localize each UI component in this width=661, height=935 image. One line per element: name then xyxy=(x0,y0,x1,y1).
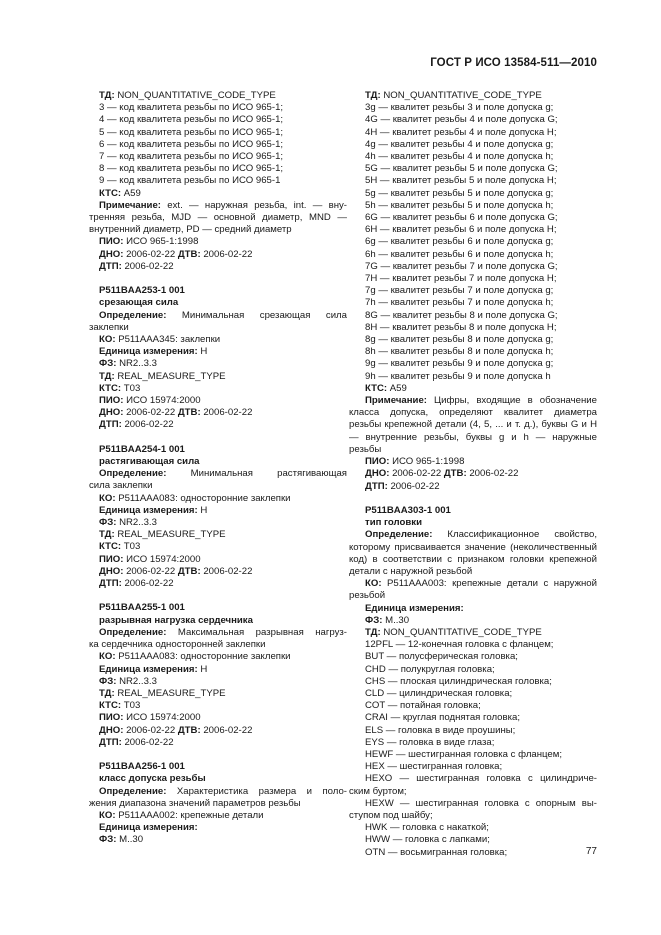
entry-name: разрывная нагрузка сердечника xyxy=(99,614,253,626)
unit-line: Единица измерения: H xyxy=(99,663,208,675)
code-line: CRAI — круглая поднятая головка; xyxy=(365,712,521,724)
dno-line: ДНО: 2006-02-22 ДТВ: 2006-02-22 xyxy=(99,407,253,419)
code-line: 7g — квалитет резьбы 7 и поле допуска g; xyxy=(365,285,554,297)
dtp-line: ДТП: 2006-02-22 xyxy=(99,260,174,272)
dtp-line: ДТП: 2006-02-22 xyxy=(99,578,174,590)
code-line: 8 — код квалитета резьбы по ИСО 965-1; xyxy=(99,163,284,175)
definition-line: Определение: Характеристика размера и поло- xyxy=(99,785,347,797)
note-text: класса допуска, определяют квалитет диаметра резьбы крепежной детали (4, 5, ... и т. д.), буквы G и H — внутренние резьбы, буквы g и h — наружные резьбы xyxy=(349,407,597,455)
code-line: 8H — квалитет резьбы 8 и поле допуска H; xyxy=(365,321,557,333)
code-line: HEX — шестигранная головка; xyxy=(365,761,503,773)
page-number: 77 xyxy=(585,846,597,857)
ko-line: КО: P511AAA003: крепежные детали с наружной xyxy=(365,578,597,590)
code-line: 9g — квалитет резьбы 9 и поле допуска g; xyxy=(365,358,554,370)
code-line: 5h — квалитет резьбы 5 и поле допуска h; xyxy=(365,199,554,211)
code-cont: ступом под шайбу; xyxy=(349,809,433,821)
code-line: 3 — код квалитета резьбы по ИСО 965-1; xyxy=(99,102,284,114)
definition-cont: заклепки xyxy=(89,321,129,333)
kts-line: КТС: T03 xyxy=(99,541,141,553)
code-line: HEWF — шестигранная головка с фланцем; xyxy=(365,748,563,760)
definition-line: Определение: Минимальная срезающая сила xyxy=(99,309,347,321)
dtp-line: ДТП: 2006-02-22 xyxy=(99,419,174,431)
right-column xyxy=(349,90,597,859)
entry-name: класс допуска резьбы xyxy=(99,773,206,785)
code-line: OTN — восьмигранная головка; xyxy=(365,846,508,858)
code-line: 4H — квалитет резьбы 4 и поле допуска H; xyxy=(365,126,557,138)
unit-line: Единица измерения: xyxy=(365,602,464,614)
code-line: 6h — квалитет резьбы 6 и поле допуска h; xyxy=(365,248,554,260)
code-line: 6g — квалитет резьбы 6 и поле допуска g; xyxy=(365,236,554,248)
code-line: COT — потайная головка; xyxy=(365,700,481,712)
code-line: HWK — головка с накаткой; xyxy=(365,822,489,834)
type-line: ТД: REAL_MEASURE_TYPE xyxy=(99,687,226,699)
code-line: 4g — квалитет резьбы 4 и поле допуска g; xyxy=(365,138,554,150)
type-line: ТД: NON_QUANTITATIVE_CODE_TYPE xyxy=(365,90,542,101)
left-column xyxy=(89,90,347,847)
code-line: 6 — код квалитета резьбы по ИСО 965-1; xyxy=(99,138,284,150)
code-line: CHS — плоская цилиндрическая головка; xyxy=(365,675,552,687)
code-line: 4h — квалитет резьбы 4 и поле допуска h; xyxy=(365,151,554,163)
code-line: 4 — код квалитета резьбы по ИСО 965-1; xyxy=(99,114,284,126)
entry-id: P511BAA255-1 001 xyxy=(99,602,185,614)
entry-name: тип головки xyxy=(365,517,422,529)
pio-line: ПИО: ИСО 965-1:1998 xyxy=(365,456,465,468)
code-line: 6H — квалитет резьбы 6 и поле допуска H; xyxy=(365,224,557,236)
code-line: ELS — головка в виде проушины; xyxy=(365,724,516,736)
code-line: 6G — квалитет резьбы 6 и поле допуска G; xyxy=(365,212,558,224)
code-line: 12PFL — 12-конечная головка с фланцем; xyxy=(365,639,554,651)
entry-name: срезающая сила xyxy=(99,297,179,309)
kts-line: КТС: A59 xyxy=(365,382,407,394)
code-line: 4G — квалитет резьбы 4 и поле допуска G; xyxy=(365,114,558,126)
note-line: Примечание: Цифры, входящие в обозначение xyxy=(365,395,597,407)
fz-line: ФЗ: M..30 xyxy=(365,614,410,626)
code-line: BUT — полусферическая головка; xyxy=(365,651,518,663)
dtp-line: ДТП: 2006-02-22 xyxy=(365,480,440,492)
ko-cont: резьбой xyxy=(349,590,386,602)
note-text: тренняя резьба, MJD — основной диаметр, MND — внутренний диаметр, PD — средний диаметр xyxy=(89,212,347,236)
code-line: 7h — квалитет резьбы 7 и поле допуска h; xyxy=(365,297,554,309)
entry-id: P511BAA303-1 001 xyxy=(365,504,451,516)
code-line: 7H — квалитет резьбы 7 и поле допуска H; xyxy=(365,273,557,285)
code-line: 8G — квалитет резьбы 8 и поле допуска G; xyxy=(365,309,558,321)
entry-name: растягивающая сила xyxy=(99,456,200,468)
fz-line: ФЗ: NR2..3.3 xyxy=(99,675,157,687)
code-line: HEXW — шестигранная головка с опорным вы- xyxy=(365,797,597,809)
code-cont: ским буртом; xyxy=(349,785,407,797)
code-line: 5g — квалитет резьбы 5 и поле допуска g; xyxy=(365,187,554,199)
definition-line: Определение: Классификационное свойство, xyxy=(365,529,597,541)
code-line: 8h — квалитет резьбы 8 и поле допуска h; xyxy=(365,346,554,358)
code-line: 3g — квалитет резьбы 3 и поле допуска g; xyxy=(365,102,554,114)
code-line: CHD — полукруглая головка; xyxy=(365,663,495,675)
ko-line: КО: P511AAA002: крепежные детали xyxy=(99,809,264,821)
type-line: ТД: REAL_MEASURE_TYPE xyxy=(99,370,226,382)
definition-cont: которому присваивается значение (неколичественный код) в соответствии с признаком головки крепежной детали с наружной резьбой xyxy=(349,541,597,577)
code-line: 7G — квалитет резьбы 7 и поле допуска G; xyxy=(365,260,558,272)
entry-id: P511BAA256-1 001 xyxy=(99,761,185,773)
pio-line: ПИО: ИСО 15974:2000 xyxy=(99,553,201,565)
definition-line: Определение: Максимальная разрывная нагруз- xyxy=(99,626,348,638)
fz-line: ФЗ: M..30 xyxy=(99,834,144,846)
unit-line: Единица измерения: H xyxy=(99,346,208,358)
kts-line: КТС: T03 xyxy=(99,700,141,712)
ko-line: КО: P511AAA345: заклепки xyxy=(99,334,221,346)
type-line: ТД: REAL_MEASURE_TYPE xyxy=(99,529,226,541)
dtp-line: ДТП: 2006-02-22 xyxy=(99,736,174,748)
unit-line: Единица измерения: H xyxy=(99,504,208,516)
code-line: 5H — квалитет резьбы 5 и поле допуска H; xyxy=(365,175,557,187)
definition-cont: ка сердечника односторонней заклепки xyxy=(89,639,266,651)
dno-line: ДНО: 2006-02-22 ДТВ: 2006-02-22 xyxy=(99,248,253,260)
dno-line: ДНО: 2006-02-22 ДТВ: 2006-02-22 xyxy=(365,468,519,480)
definition-cont: сила заклепки xyxy=(89,480,153,492)
code-line: HEXO — шестигранная головка с цилиндриче- xyxy=(365,773,597,785)
code-line: 8g — квалитет резьбы 8 и поле допуска g; xyxy=(365,334,554,346)
code-line: 5 — код квалитета резьбы по ИСО 965-1; xyxy=(99,126,284,138)
entry-id: P511BAA253-1 001 xyxy=(99,285,185,297)
fz-line: ФЗ: NR2..3.3 xyxy=(99,517,157,529)
definition-cont: жения диапазона значений параметров резьбы xyxy=(89,797,301,809)
entry-id: P511BAA254-1 001 xyxy=(99,443,185,455)
code-line: 7 — код квалитета резьбы по ИСО 965-1; xyxy=(99,151,284,163)
kts-line: КТС: A59 xyxy=(99,187,141,199)
code-line: 5G — квалитет резьбы 5 и поле допуска G; xyxy=(365,163,558,175)
pio-line: ПИО: ИСО 15974:2000 xyxy=(99,712,201,724)
fz-line: ФЗ: NR2..3.3 xyxy=(99,358,157,370)
note-line: Примечание: ext. — наружная резьба, int. — вну- xyxy=(99,199,347,211)
type-line: ТД: NON_QUANTITATIVE_CODE_TYPE xyxy=(365,626,542,638)
definition-line: Определение: Минимальная растягивающая xyxy=(99,468,347,480)
ko-line: КО: P511AAA083: односторонние заклепки xyxy=(99,492,291,504)
code-line: HWW — головка с лапками; xyxy=(365,834,490,846)
dno-line: ДНО: 2006-02-22 ДТВ: 2006-02-22 xyxy=(99,724,253,736)
code-line: 9 — код квалитета резьбы по ИСО 965-1 xyxy=(99,175,281,187)
kts-line: КТС: T03 xyxy=(99,382,141,394)
page-header: ГОСТ Р ИСО 13584-511—2010 xyxy=(430,57,597,69)
type-line: ТД: NON_QUANTITATIVE_CODE_TYPE xyxy=(99,90,276,101)
dno-line: ДНО: 2006-02-22 ДТВ: 2006-02-22 xyxy=(99,565,253,577)
code-line: 9h — квалитет резьбы 9 и поле допуска h xyxy=(365,370,551,382)
unit-line: Единица измерения: xyxy=(99,822,198,834)
code-line: EYS — головка в виде глаза; xyxy=(365,736,495,748)
pio-line: ПИО: ИСО 15974:2000 xyxy=(99,395,201,407)
code-line: CLD — цилиндрическая головка; xyxy=(365,687,513,699)
pio-line: ПИО: ИСО 965-1:1998 xyxy=(99,236,199,248)
ko-line: КО: P511AAA083: односторонние заклепки xyxy=(99,651,291,663)
